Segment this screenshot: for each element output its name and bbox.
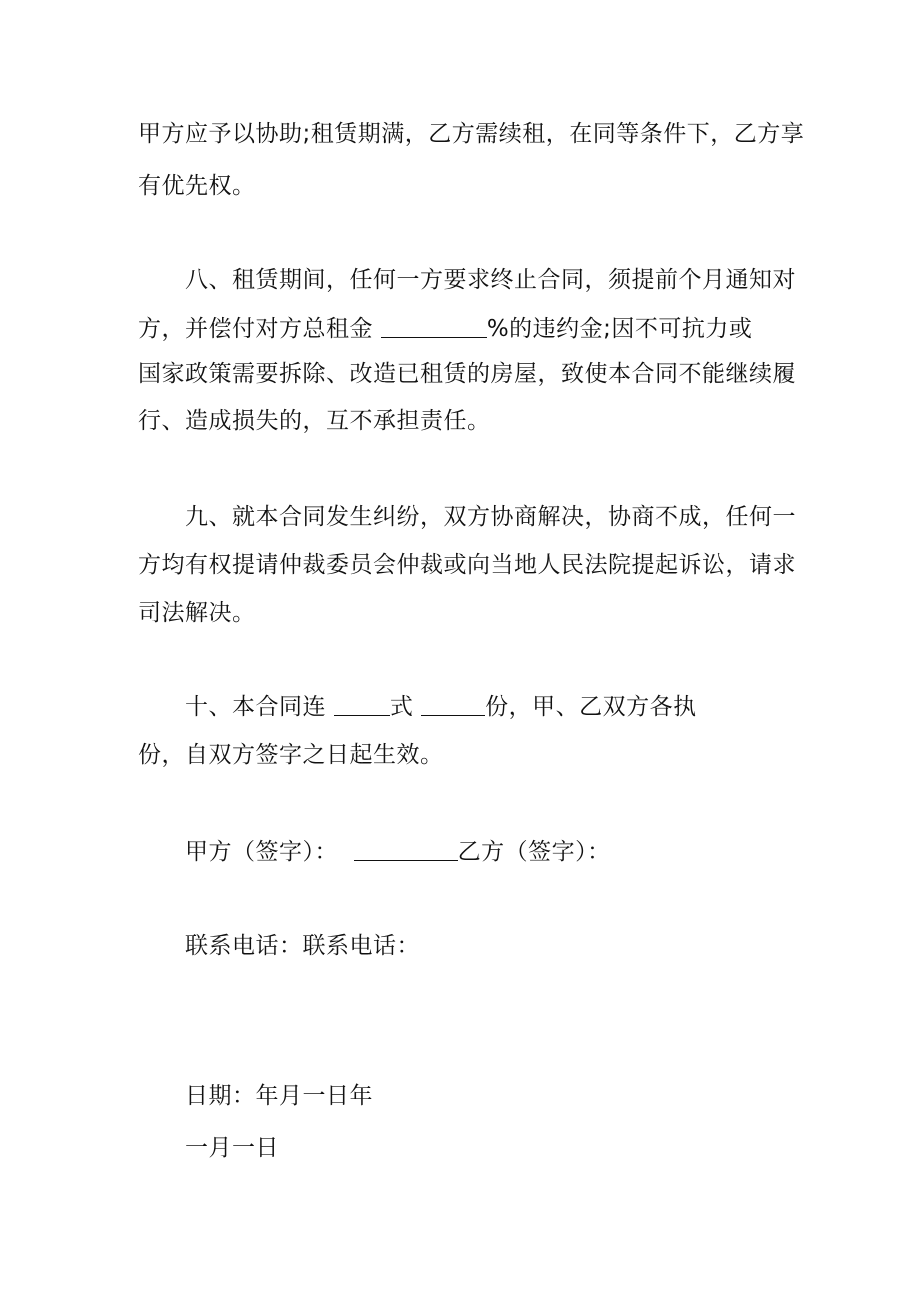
- party-b-signature-label: 乙方（签字）：: [457, 839, 611, 865]
- contact-phone-labels: 联系电话：联系电话：: [185, 933, 420, 959]
- text-line: 国家政策需要拆除、改造已租赁的房屋，致使本合同不能继续履: [138, 361, 796, 387]
- clause-10-line: [185, 692, 697, 722]
- clause-9-line: [185, 502, 796, 532]
- date-line: [185, 1081, 373, 1111]
- text-line: 九、就本合同发生纠纷，双方协商解决，协商不成，任何一: [185, 504, 796, 530]
- text-line: 式: [389, 694, 422, 720]
- text-line: 司法解决。: [138, 600, 256, 626]
- clause-8-line: [138, 359, 796, 389]
- copies-format-blank[interactable]: [334, 693, 390, 716]
- date-line: [185, 1133, 279, 1163]
- signature-line: [185, 837, 611, 867]
- text-line: 方，并偿付对方总租金: [138, 316, 381, 342]
- date-label: 日期：年月一日年: [185, 1083, 373, 1109]
- text-line: 行、造成损失的，互不承担责任。: [138, 408, 491, 434]
- text-line: 份，甲、乙双方各执: [485, 694, 697, 720]
- clause-8-line: [138, 406, 491, 436]
- text-line: %的违约金;因不可抗力或: [486, 316, 753, 342]
- clause-9-line: [138, 550, 796, 580]
- text-line: 八、租赁期间，任何一方要求终止合同，须提前个月通知对: [185, 267, 796, 293]
- clause-8-line: [138, 314, 752, 344]
- party-a-signature-label: 甲方（签字）：: [185, 839, 354, 865]
- paragraph-line: [138, 119, 804, 149]
- clause-9-line: [138, 598, 256, 628]
- text-line: 方均有权提请仲裁委员会仲裁或向当地人民法院提起诉讼，请求: [138, 552, 796, 578]
- text-line: 有优先权。: [138, 173, 256, 199]
- text-line: 份，自双方签字之日起生效。: [138, 742, 444, 768]
- penalty-rate-blank[interactable]: [381, 315, 487, 338]
- clause-8-line: [185, 265, 796, 295]
- contact-line: [185, 931, 420, 961]
- date-continuation: 一月一日: [185, 1135, 279, 1161]
- copies-count-blank[interactable]: [421, 693, 485, 716]
- clause-10-line: [138, 740, 444, 770]
- text-line: 十、本合同连: [185, 694, 334, 720]
- party-a-signature-blank[interactable]: [354, 838, 458, 861]
- text-line: 甲方应予以协助;租赁期满，乙方需续租，在同等条件下，乙方享: [138, 121, 805, 147]
- paragraph-line: [138, 171, 256, 201]
